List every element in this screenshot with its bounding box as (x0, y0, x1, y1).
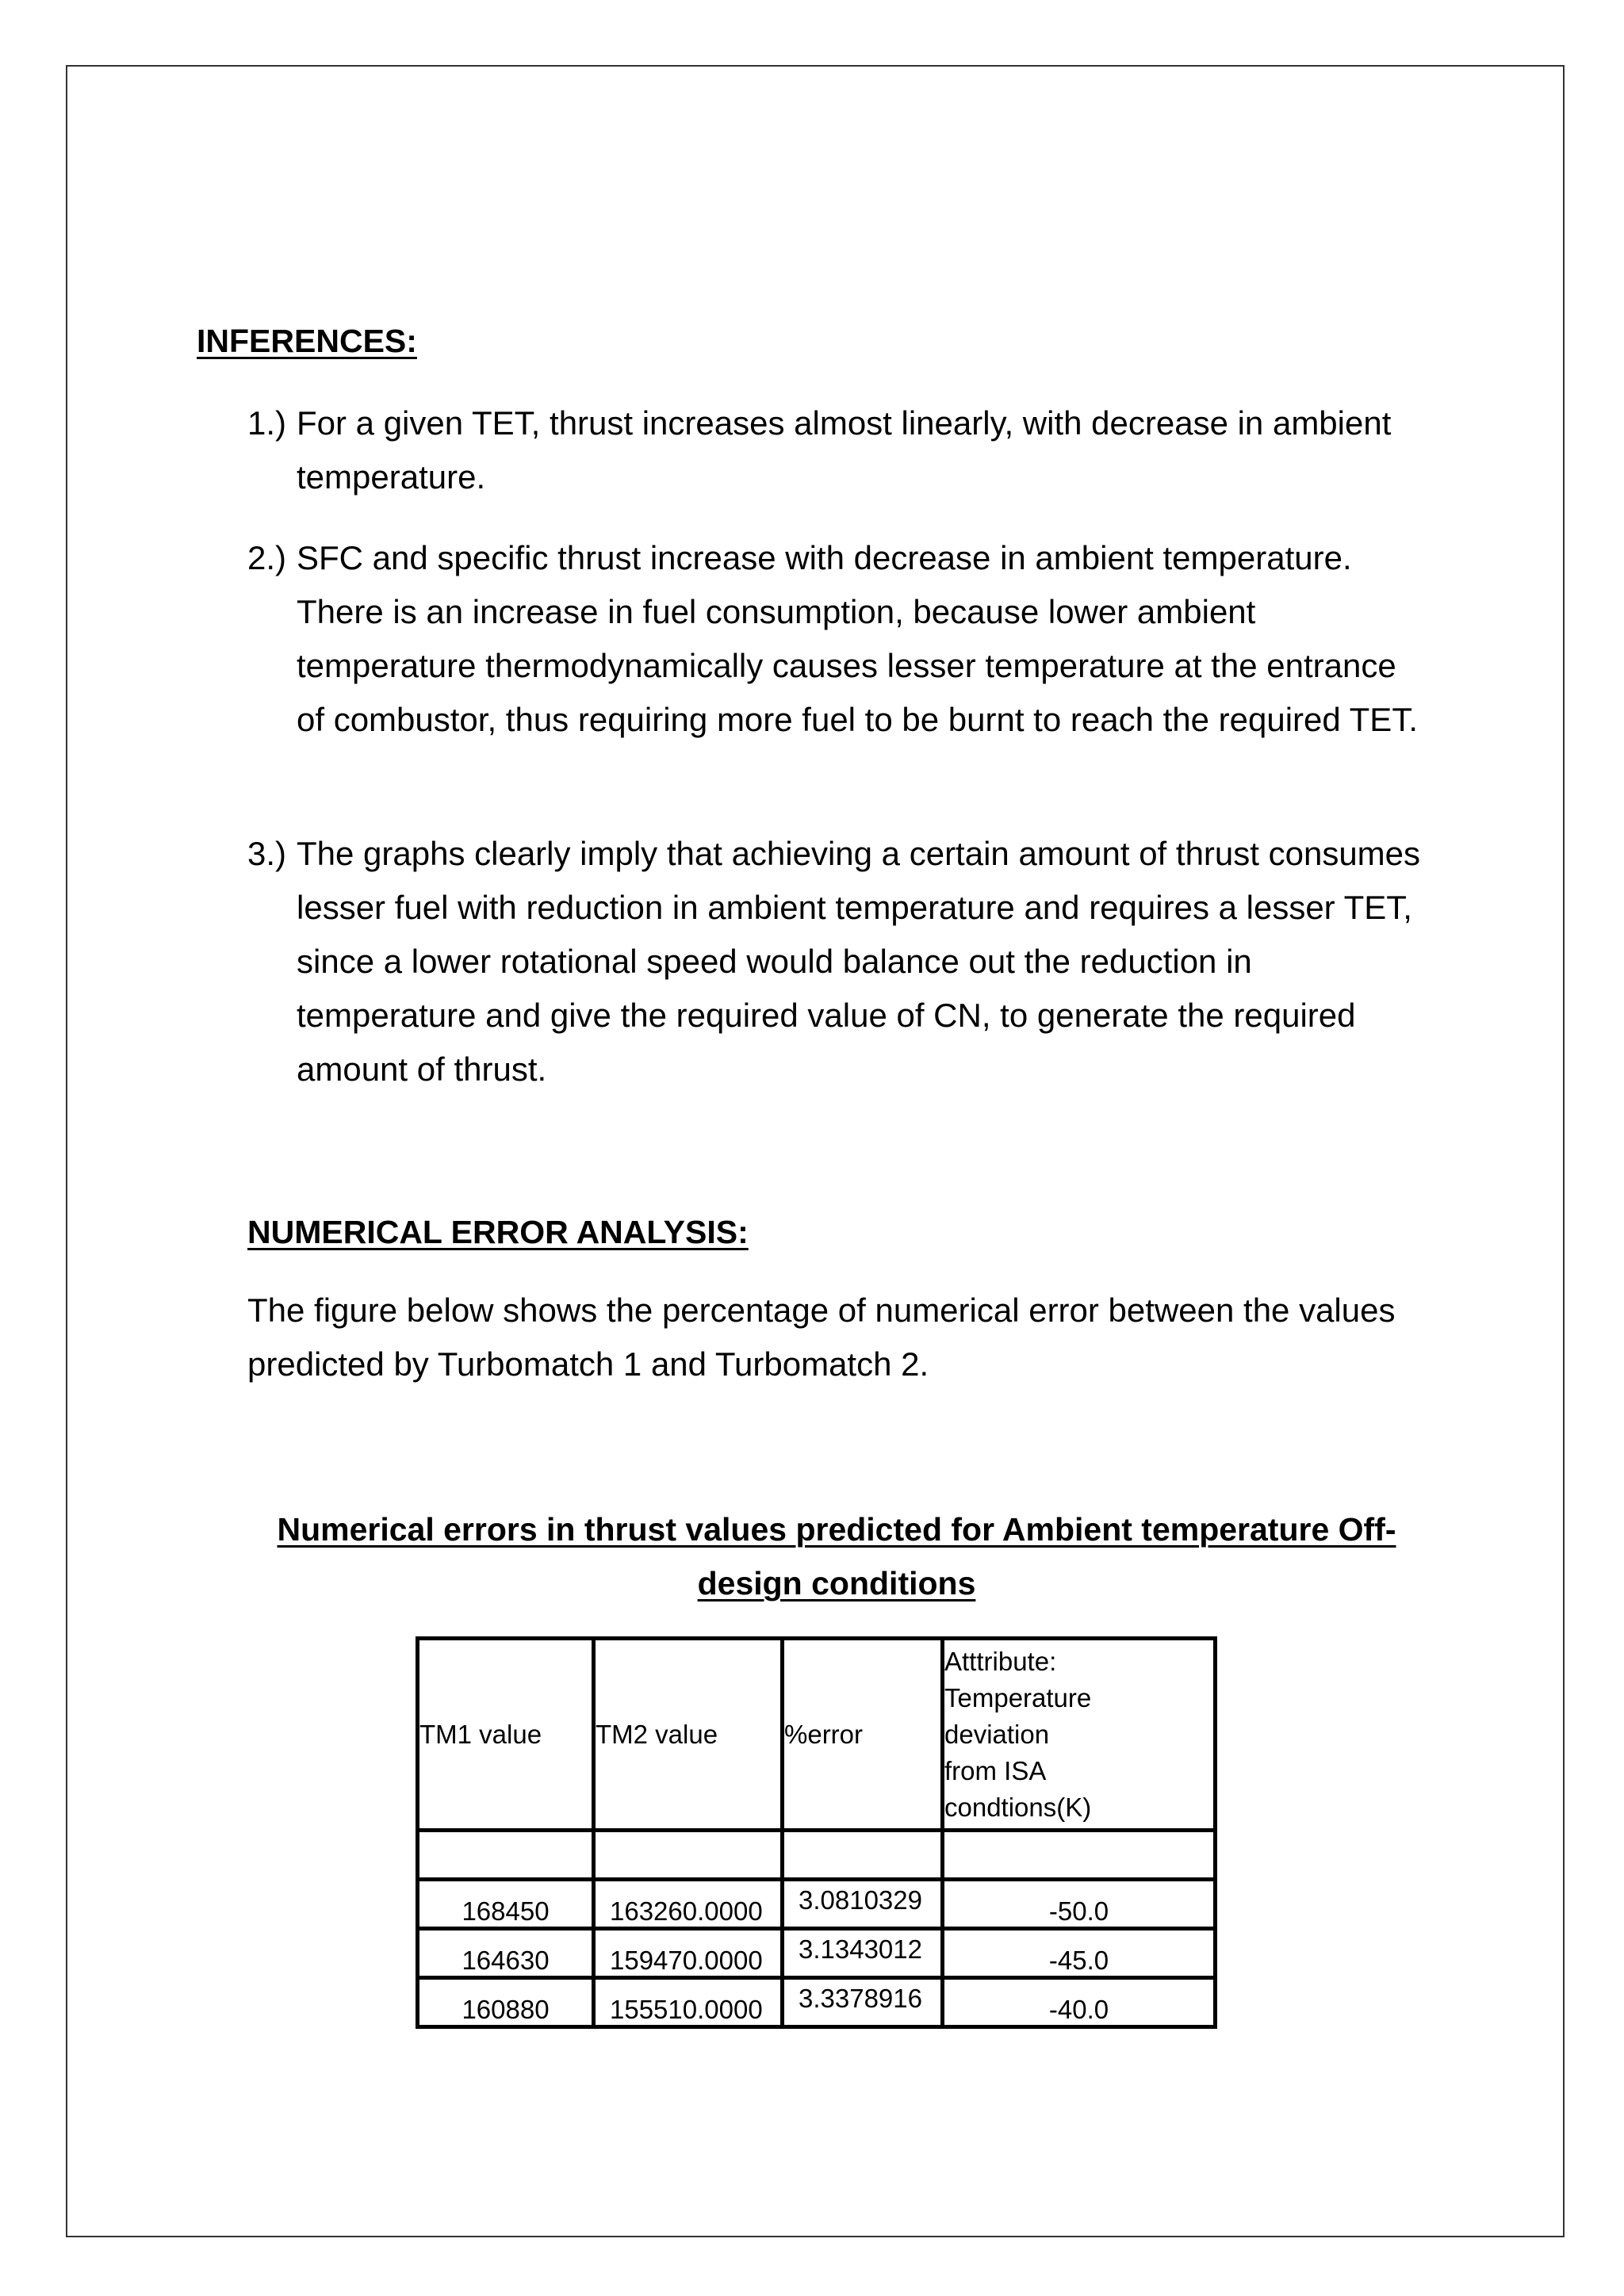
table-row (418, 1978, 1216, 2027)
list-item (247, 827, 1421, 1096)
table-cell (594, 1831, 783, 1880)
header-tm1: TM1 value (418, 1639, 594, 1831)
table-cell (783, 1831, 943, 1880)
numerical-error-analysis-paragraph: The figure below shows the percentage of numerical error between the values predicted by Turbomatch 1 and Turbomatch 2. (247, 1292, 1396, 1383)
cell-error: 3.0810329 (783, 1880, 943, 1929)
cell-tm2: 155510.0000 (594, 1978, 783, 2027)
header-attribute-line: condtions(K) (944, 1792, 1092, 1822)
table-row (418, 1880, 1216, 1929)
list-item-number: 2.) (247, 539, 287, 576)
cell-attribute: -50.0 (943, 1880, 1216, 1929)
list-item (247, 531, 1421, 747)
list-item-text: The graphs clearly imply that achieving a certain amount of thrust consumes lesser fuel with reduction in ambient temperature and requires a lesser TET, since a lower rotational speed would balance out the reduction in temperature and give the required value of CN, to generate the required amount of thrust. (297, 835, 1421, 1088)
numerical-errors-table (416, 1636, 1217, 2029)
header-attribute (943, 1639, 1216, 1831)
table-row (418, 1929, 1216, 1978)
cell-tm2: 159470.0000 (594, 1929, 783, 1978)
table-blank-row (418, 1831, 1216, 1880)
header-error: %error (783, 1639, 943, 1831)
numerical-error-analysis-heading: NUMERICAL ERROR ANALYSIS: (247, 1214, 749, 1250)
list-item-text: SFC and specific thrust increase with decrease in ambient temperature. There is an increase in fuel consumption, because lower ambient temperature thermodynamically causes lesser temperature at the entrance of combustor, thus requiring more fuel to be burnt to reach the required TET. (297, 539, 1418, 738)
cell-error: 3.1343012 (783, 1929, 943, 1978)
table-title: Numerical errors in thrust values predicted for Ambient temperature Off-design conditions (277, 1511, 1396, 1601)
header-tm2: TM2 value (594, 1639, 783, 1831)
list-item-number: 1.) (247, 404, 287, 442)
header-attribute-line: Temperature (944, 1682, 1092, 1712)
header-attribute-line: Atttribute: (944, 1646, 1057, 1676)
inferences-heading: INFERENCES: (197, 323, 417, 359)
cell-tm1: 160880 (418, 1978, 594, 2027)
list-item (247, 396, 1421, 504)
cell-attribute: -40.0 (943, 1978, 1216, 2027)
cell-tm1: 164630 (418, 1929, 594, 1978)
cell-error: 3.3378916 (783, 1978, 943, 2027)
list-item-text: For a given TET, thrust increases almost linearly, with decrease in ambient temperature. (297, 404, 1392, 496)
table-header-row (418, 1639, 1216, 1831)
cell-tm1: 168450 (418, 1880, 594, 1929)
table-cell (943, 1831, 1216, 1880)
header-attribute-line: from ISA (944, 1755, 1047, 1785)
list-item-number: 3.) (247, 835, 287, 872)
table-cell (418, 1831, 594, 1880)
header-attribute-line: deviation (944, 1719, 1050, 1749)
cell-tm2: 163260.0000 (594, 1880, 783, 1929)
cell-attribute: -45.0 (943, 1929, 1216, 1978)
